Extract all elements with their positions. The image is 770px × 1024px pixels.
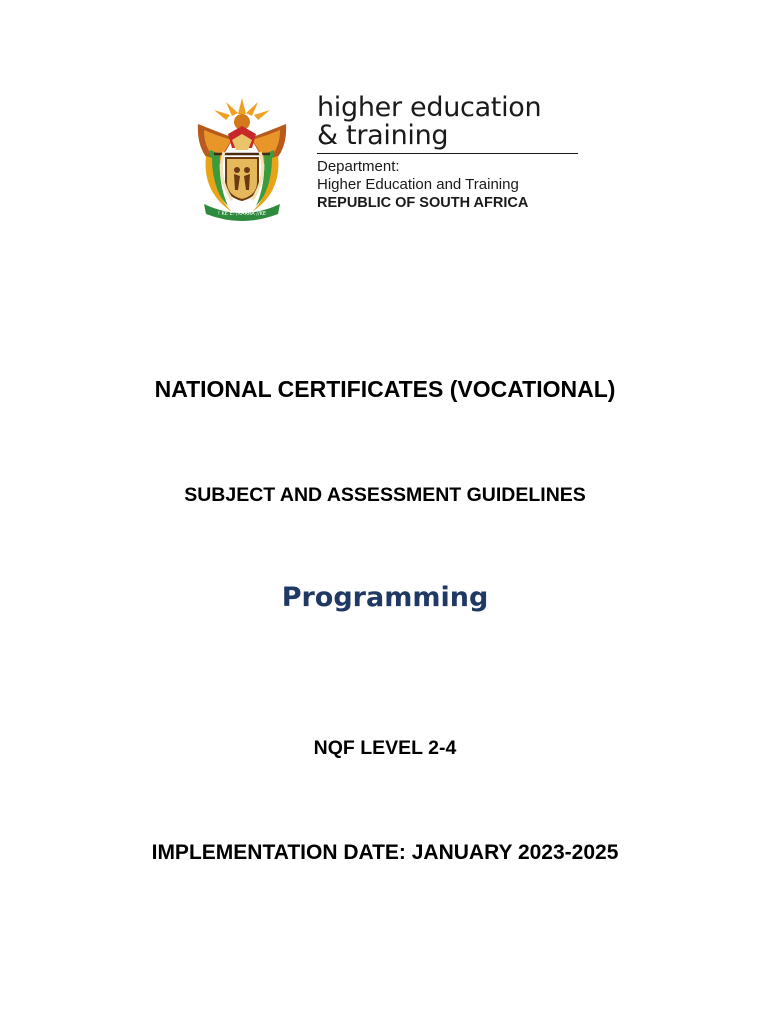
department-logo: [188, 94, 588, 226]
wordmark-line-2: & training: [317, 120, 449, 151]
south-africa-coat-of-arms-icon: [188, 96, 296, 222]
wordmark: [317, 94, 579, 212]
nqf-level: NQF LEVEL 2-4: [313, 737, 457, 759]
svg-text:! KE E: /XARRA //KE: ! KE E: /XARRA //KE: [217, 211, 267, 217]
document-subtitle: SUBJECT AND ASSESSMENT GUIDELINES: [184, 484, 586, 506]
department-label: Department:: [317, 158, 400, 175]
subject-name: Programming: [281, 582, 489, 613]
wordmark-divider: [317, 153, 578, 154]
wordmark-line-1: higher education: [317, 92, 542, 123]
department-name: Higher Education and Training: [317, 176, 519, 193]
republic-label: REPUBLIC OF SOUTH AFRICA: [317, 195, 529, 211]
document-title: NATIONAL CERTIFICATES (VOCATIONAL): [154, 376, 616, 402]
implementation-date: IMPLEMENTATION DATE: JANUARY 2023-2025: [151, 841, 619, 864]
